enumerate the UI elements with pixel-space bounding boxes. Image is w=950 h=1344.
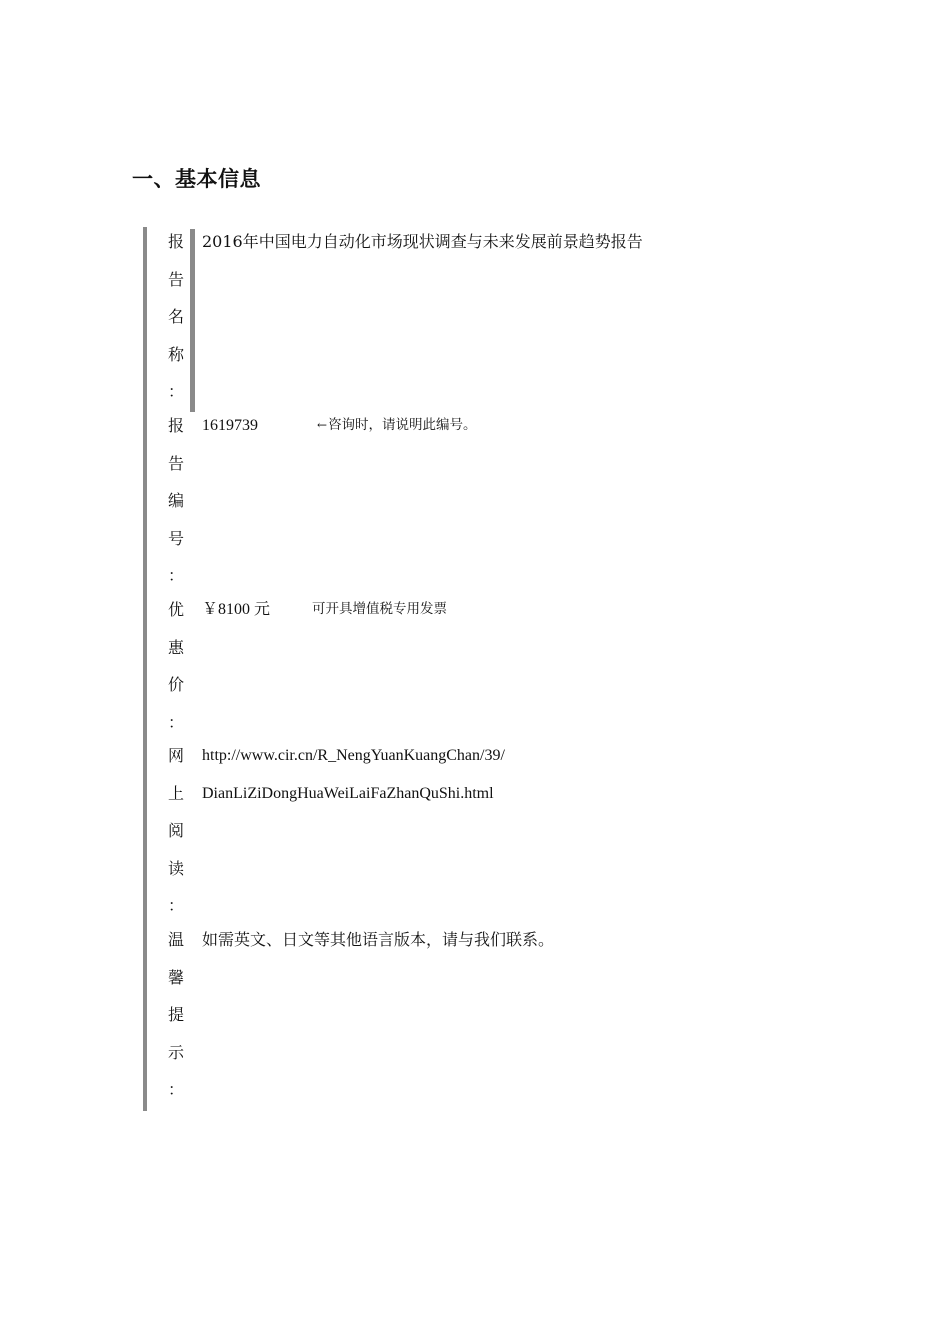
label-char: ： <box>167 566 184 585</box>
label-char: 编 <box>167 491 184 510</box>
label-char: 温 <box>167 930 184 949</box>
label-char: 价 <box>167 675 184 694</box>
label-char: ： <box>167 1080 184 1099</box>
label-char: 名 <box>167 307 184 326</box>
field-label-price <box>163 591 189 741</box>
label-char: ： <box>167 896 184 915</box>
label-char: ： <box>167 382 184 401</box>
left-border-rule <box>143 227 147 1111</box>
section-title: 一、基本信息 <box>132 167 261 191</box>
invoice-note: 可开具增值税专用发票 <box>312 601 447 617</box>
label-char: 称 <box>167 344 184 364</box>
label-char: 报 <box>167 232 184 251</box>
field-label-report-name <box>163 223 189 411</box>
price-value: ￥8100 元 <box>202 601 271 618</box>
label-char: 上 <box>167 783 184 803</box>
label-char: 读 <box>167 858 184 878</box>
online-reading-link[interactable] <box>202 737 505 812</box>
title-row-divider <box>190 229 195 412</box>
field-label-online-reading <box>163 737 189 925</box>
label-char: 提 <box>167 1005 184 1024</box>
report-name-value: 2016年中国电力自动化市场现状调查与未来发展前景趋势报告 <box>202 232 643 251</box>
field-label-report-number <box>163 407 189 595</box>
label-char: 优 <box>167 600 184 619</box>
report-number-value: 1619739 <box>202 417 258 434</box>
label-char: 惠 <box>167 637 184 657</box>
link-line-2[interactable]: DianLiZiDongHuaWeiLaiFaZhanQuShi.html <box>202 784 494 802</box>
label-char: 馨 <box>167 967 184 987</box>
label-char: 告 <box>167 269 184 289</box>
label-char: ： <box>167 712 184 732</box>
label-char: 号 <box>167 528 184 548</box>
label-char: 示 <box>167 1042 184 1062</box>
link-line-1[interactable]: http://www.cir.cn/R_NengYuanKuangChan/39/ <box>202 747 505 764</box>
label-char: 阅 <box>167 821 184 840</box>
label-char: 报 <box>167 416 184 435</box>
report-number-note <box>317 407 477 445</box>
reminder-value: 如需英文、日文等其他语言版本，请与我们联系。 <box>202 930 555 949</box>
label-char: 告 <box>167 453 184 473</box>
report-number-note-text: 咨询时，请说明此编号。 <box>328 417 477 433</box>
label-char: 网 <box>167 746 184 765</box>
field-label-reminder <box>163 921 189 1109</box>
left-arrow-icon: ← <box>317 418 328 432</box>
